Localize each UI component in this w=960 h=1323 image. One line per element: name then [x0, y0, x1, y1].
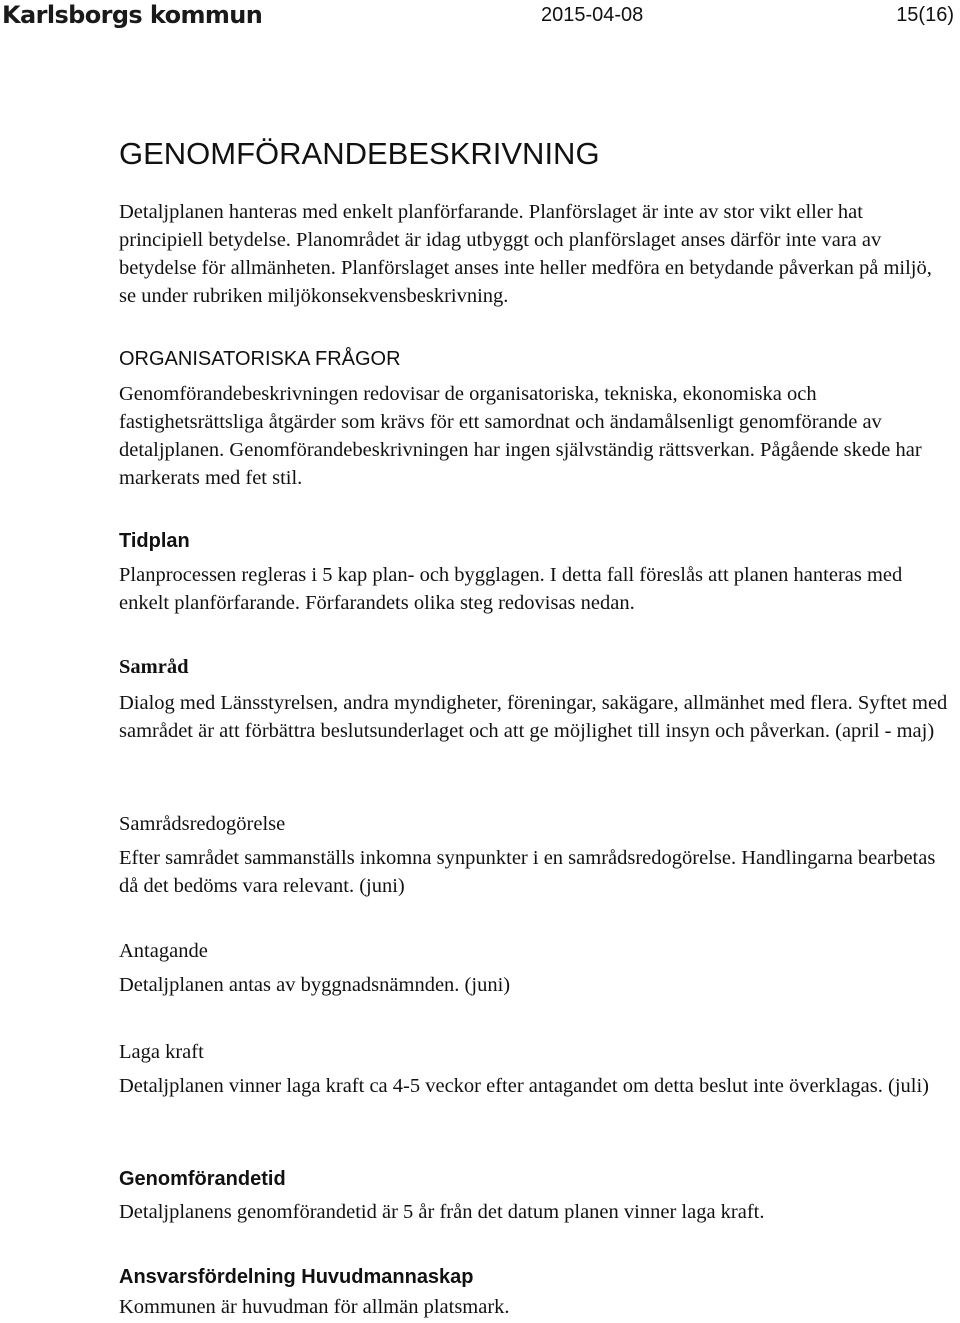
section-heading-samrad: Samråd [119, 656, 189, 678]
samradsredogorelse-paragraph: Efter samrådet sammanställs inkomna synpunkter i en samrådsredogörelse. Handlingarna bearbetas då det bedöms vara relevant. (juni) [119, 847, 936, 897]
section-heading-samradsredogorelse: Samrådsredogörelse [119, 813, 286, 835]
section-heading-ansvarsfordelning: Ansvarsfördelning Huvudmannaskap [119, 1266, 474, 1288]
section-heading-antagande: Antagande [119, 940, 208, 962]
page-header [0, 0, 960, 34]
genomforandetid-paragraph: Detaljplanens genomförandetid är 5 år från det datum planen vinner laga kraft. [119, 1201, 765, 1223]
intro-paragraph: Detaljplanen hanteras med enkelt planförfarande. Planförslaget är inte av stor vikt eller hat principiell betydelse. Planområdet är idag utbyggt och planförslaget anses därför inte vara av betydelse för allmänheten. Planförslaget anses inte heller medföra en betydande påverkan på miljö, se under rubriken miljökonsekvensbeskrivning. [119, 201, 932, 307]
tidplan-paragraph: Planprocessen regleras i 5 kap plan- och bygglagen. I detta fall föreslås att planen hanteras med enkelt planförfarande. Förfarandets olika steg redovisas nedan. [119, 564, 903, 614]
section-heading-genomforandetid: Genomförandetid [119, 1168, 286, 1190]
municipality-logo: Karlsborgs kommun [2, 1, 263, 29]
section-heading-organisatoriska: ORGANISATORISKA FRÅGOR [119, 348, 401, 370]
section-heading-tidplan: Tidplan [119, 530, 190, 552]
organisatoriska-paragraph: Genomförandebeskrivningen redovisar de organisatoriska, tekniska, ekonomiska och fastighetsrättsliga åtgärder som krävs för ett samordnat och ändamålsenligt genomförande av detaljplanen. Genomförandebeskrivningen har ingen självständig rättsverkan. Pågående skede har markerats med fet stil. [119, 383, 922, 489]
document-date: 2015-04-08 [541, 4, 644, 26]
page-number: 15(16) [896, 4, 954, 26]
section-heading-laga-kraft: Laga kraft [119, 1041, 204, 1063]
antagande-paragraph: Detaljplanen antas av byggnadsnämnden. (juni) [119, 974, 511, 996]
page-title: GENOMFÖRANDEBESKRIVNING [119, 136, 600, 171]
samrad-paragraph: Dialog med Länsstyrelsen, andra myndigheter, föreningar, sakägare, allmänhet med flera. Syftet med samrådet är att förbättra beslutsunderlaget och att ge möjlighet till insyn och påverkan. (april - maj) [119, 692, 948, 742]
laga-kraft-paragraph: Detaljplanen vinner laga kraft ca 4-5 veckor efter antagandet om detta beslut inte överklagas. (juli) [119, 1075, 929, 1097]
ansvarsfordelning-paragraph: Kommunen är huvudman för allmän platsmark. [119, 1296, 510, 1318]
